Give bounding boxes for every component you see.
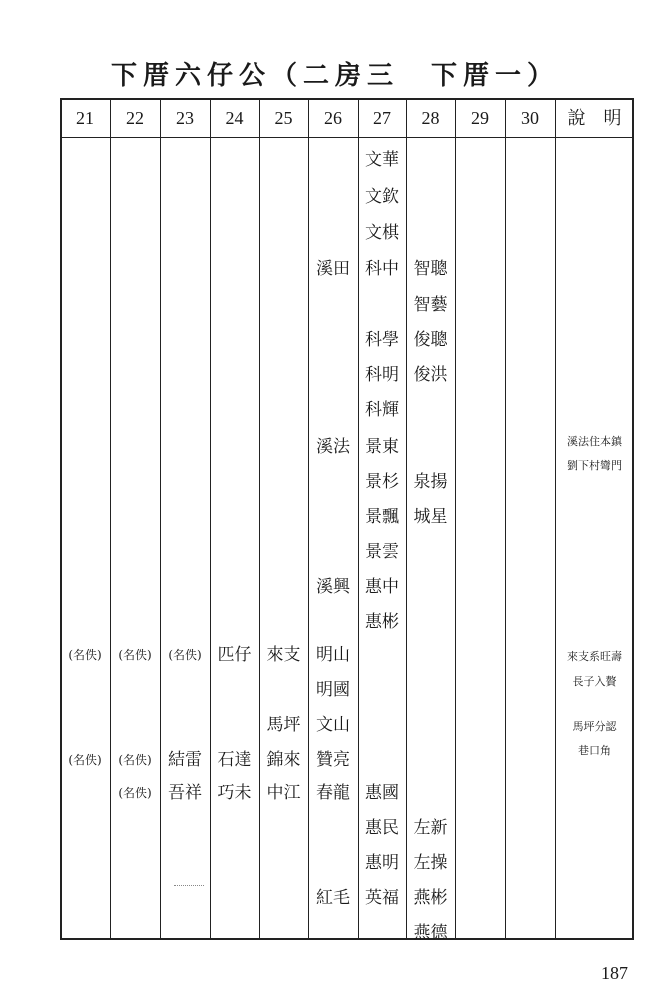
genealogy-table	[60, 98, 634, 940]
person-name-cell: 文欽	[365, 187, 399, 207]
explanation-note: 劉下村彎門	[567, 459, 622, 472]
person-name-cell: 惠國	[365, 783, 399, 803]
column-header-generation: 28	[421, 108, 440, 128]
person-name-cell: 紅毛	[316, 888, 350, 908]
person-name-cell: 智聰	[413, 259, 448, 279]
explanation-note: 溪法住本鎮	[567, 435, 622, 448]
dotted-placeholder	[174, 885, 204, 886]
column-header-notes: 說 明	[567, 108, 622, 128]
column-divider	[160, 98, 161, 940]
column-header-generation: 21	[76, 108, 94, 128]
column-header-generation: 22	[126, 108, 144, 128]
person-name-cell: 贊亮	[316, 750, 350, 770]
person-name-cell: 文棋	[365, 223, 399, 243]
column-divider	[259, 98, 260, 940]
explanation-note: 巷口角	[578, 744, 611, 757]
person-name-cell: 溪法	[316, 437, 350, 457]
header-divider	[60, 137, 634, 138]
person-name-cell: 惠民	[365, 818, 399, 838]
person-name-cell: 文山	[316, 715, 350, 735]
column-header-generation: 27	[373, 108, 391, 128]
person-name-cell: 俊聰	[413, 330, 448, 350]
person-name-cell: 燕德	[413, 923, 448, 943]
person-name-cell: 明山	[316, 645, 350, 665]
column-header-generation: 25	[274, 108, 293, 128]
name-unknown-cell: (名佚)	[68, 648, 102, 662]
person-name-cell: 景雲	[365, 542, 399, 562]
person-name-cell: 惠彬	[365, 612, 399, 632]
person-name-cell: 泉揚	[413, 472, 448, 492]
column-divider	[505, 98, 506, 940]
column-header-generation: 29	[471, 108, 489, 128]
person-name-cell: 燕彬	[413, 888, 448, 908]
column-header-generation: 30	[521, 108, 539, 128]
column-header-generation: 24	[225, 108, 244, 128]
person-name-cell: 景杉	[365, 472, 399, 492]
column-divider	[555, 98, 556, 940]
column-divider	[110, 98, 111, 940]
person-name-cell: 溪田	[316, 259, 350, 279]
person-name-cell: 左操	[413, 853, 448, 873]
person-name-cell: 來支	[266, 645, 301, 665]
person-name-cell: 科明	[365, 365, 399, 385]
person-name-cell: 結雷	[168, 750, 202, 770]
person-name-cell: 惠中	[365, 577, 399, 597]
person-name-cell: 左新	[413, 818, 448, 838]
person-name-cell: 文華	[365, 150, 399, 170]
column-divider	[210, 98, 211, 940]
page-number: 187	[601, 963, 628, 983]
name-unknown-cell: (名佚)	[118, 648, 152, 662]
person-name-cell: 明國	[316, 680, 350, 700]
name-unknown-cell: (名佚)	[168, 648, 202, 662]
person-name-cell: 巧未	[217, 783, 252, 803]
person-name-cell: 春龍	[316, 783, 350, 803]
person-name-cell: 英福	[365, 888, 399, 908]
column-divider	[308, 98, 309, 940]
explanation-note: 馬坪分認	[572, 720, 617, 733]
person-name-cell: 中江	[266, 783, 301, 803]
name-unknown-cell: (名佚)	[118, 753, 152, 767]
person-name-cell: 科中	[365, 259, 399, 279]
page-title: 下厝六仔公（二房三 下厝一）	[110, 61, 559, 91]
person-name-cell: 馬坪	[266, 715, 301, 735]
name-unknown-cell: (名佚)	[118, 786, 152, 800]
person-name-cell: 景東	[365, 437, 399, 457]
person-name-cell: 惠明	[365, 853, 399, 873]
person-name-cell: 吾祥	[168, 783, 202, 803]
explanation-note: 來支系旺壽	[567, 650, 622, 663]
explanation-note: 長子入贅	[572, 675, 617, 688]
person-name-cell: 景飄	[365, 507, 399, 527]
column-header-generation: 23	[176, 108, 194, 128]
column-header-generation: 26	[324, 108, 342, 128]
person-name-cell: 石達	[217, 750, 252, 770]
person-name-cell: 溪興	[316, 577, 350, 597]
person-name-cell: 俊洪	[413, 365, 448, 385]
person-name-cell: 城星	[413, 507, 448, 527]
person-name-cell: 科輝	[365, 400, 399, 420]
person-name-cell: 匹仔	[217, 645, 252, 665]
person-name-cell: 錦來	[266, 750, 301, 770]
person-name-cell: 智藝	[413, 295, 448, 315]
column-divider	[455, 98, 456, 940]
name-unknown-cell: (名佚)	[68, 753, 102, 767]
person-name-cell: 科學	[365, 330, 399, 350]
